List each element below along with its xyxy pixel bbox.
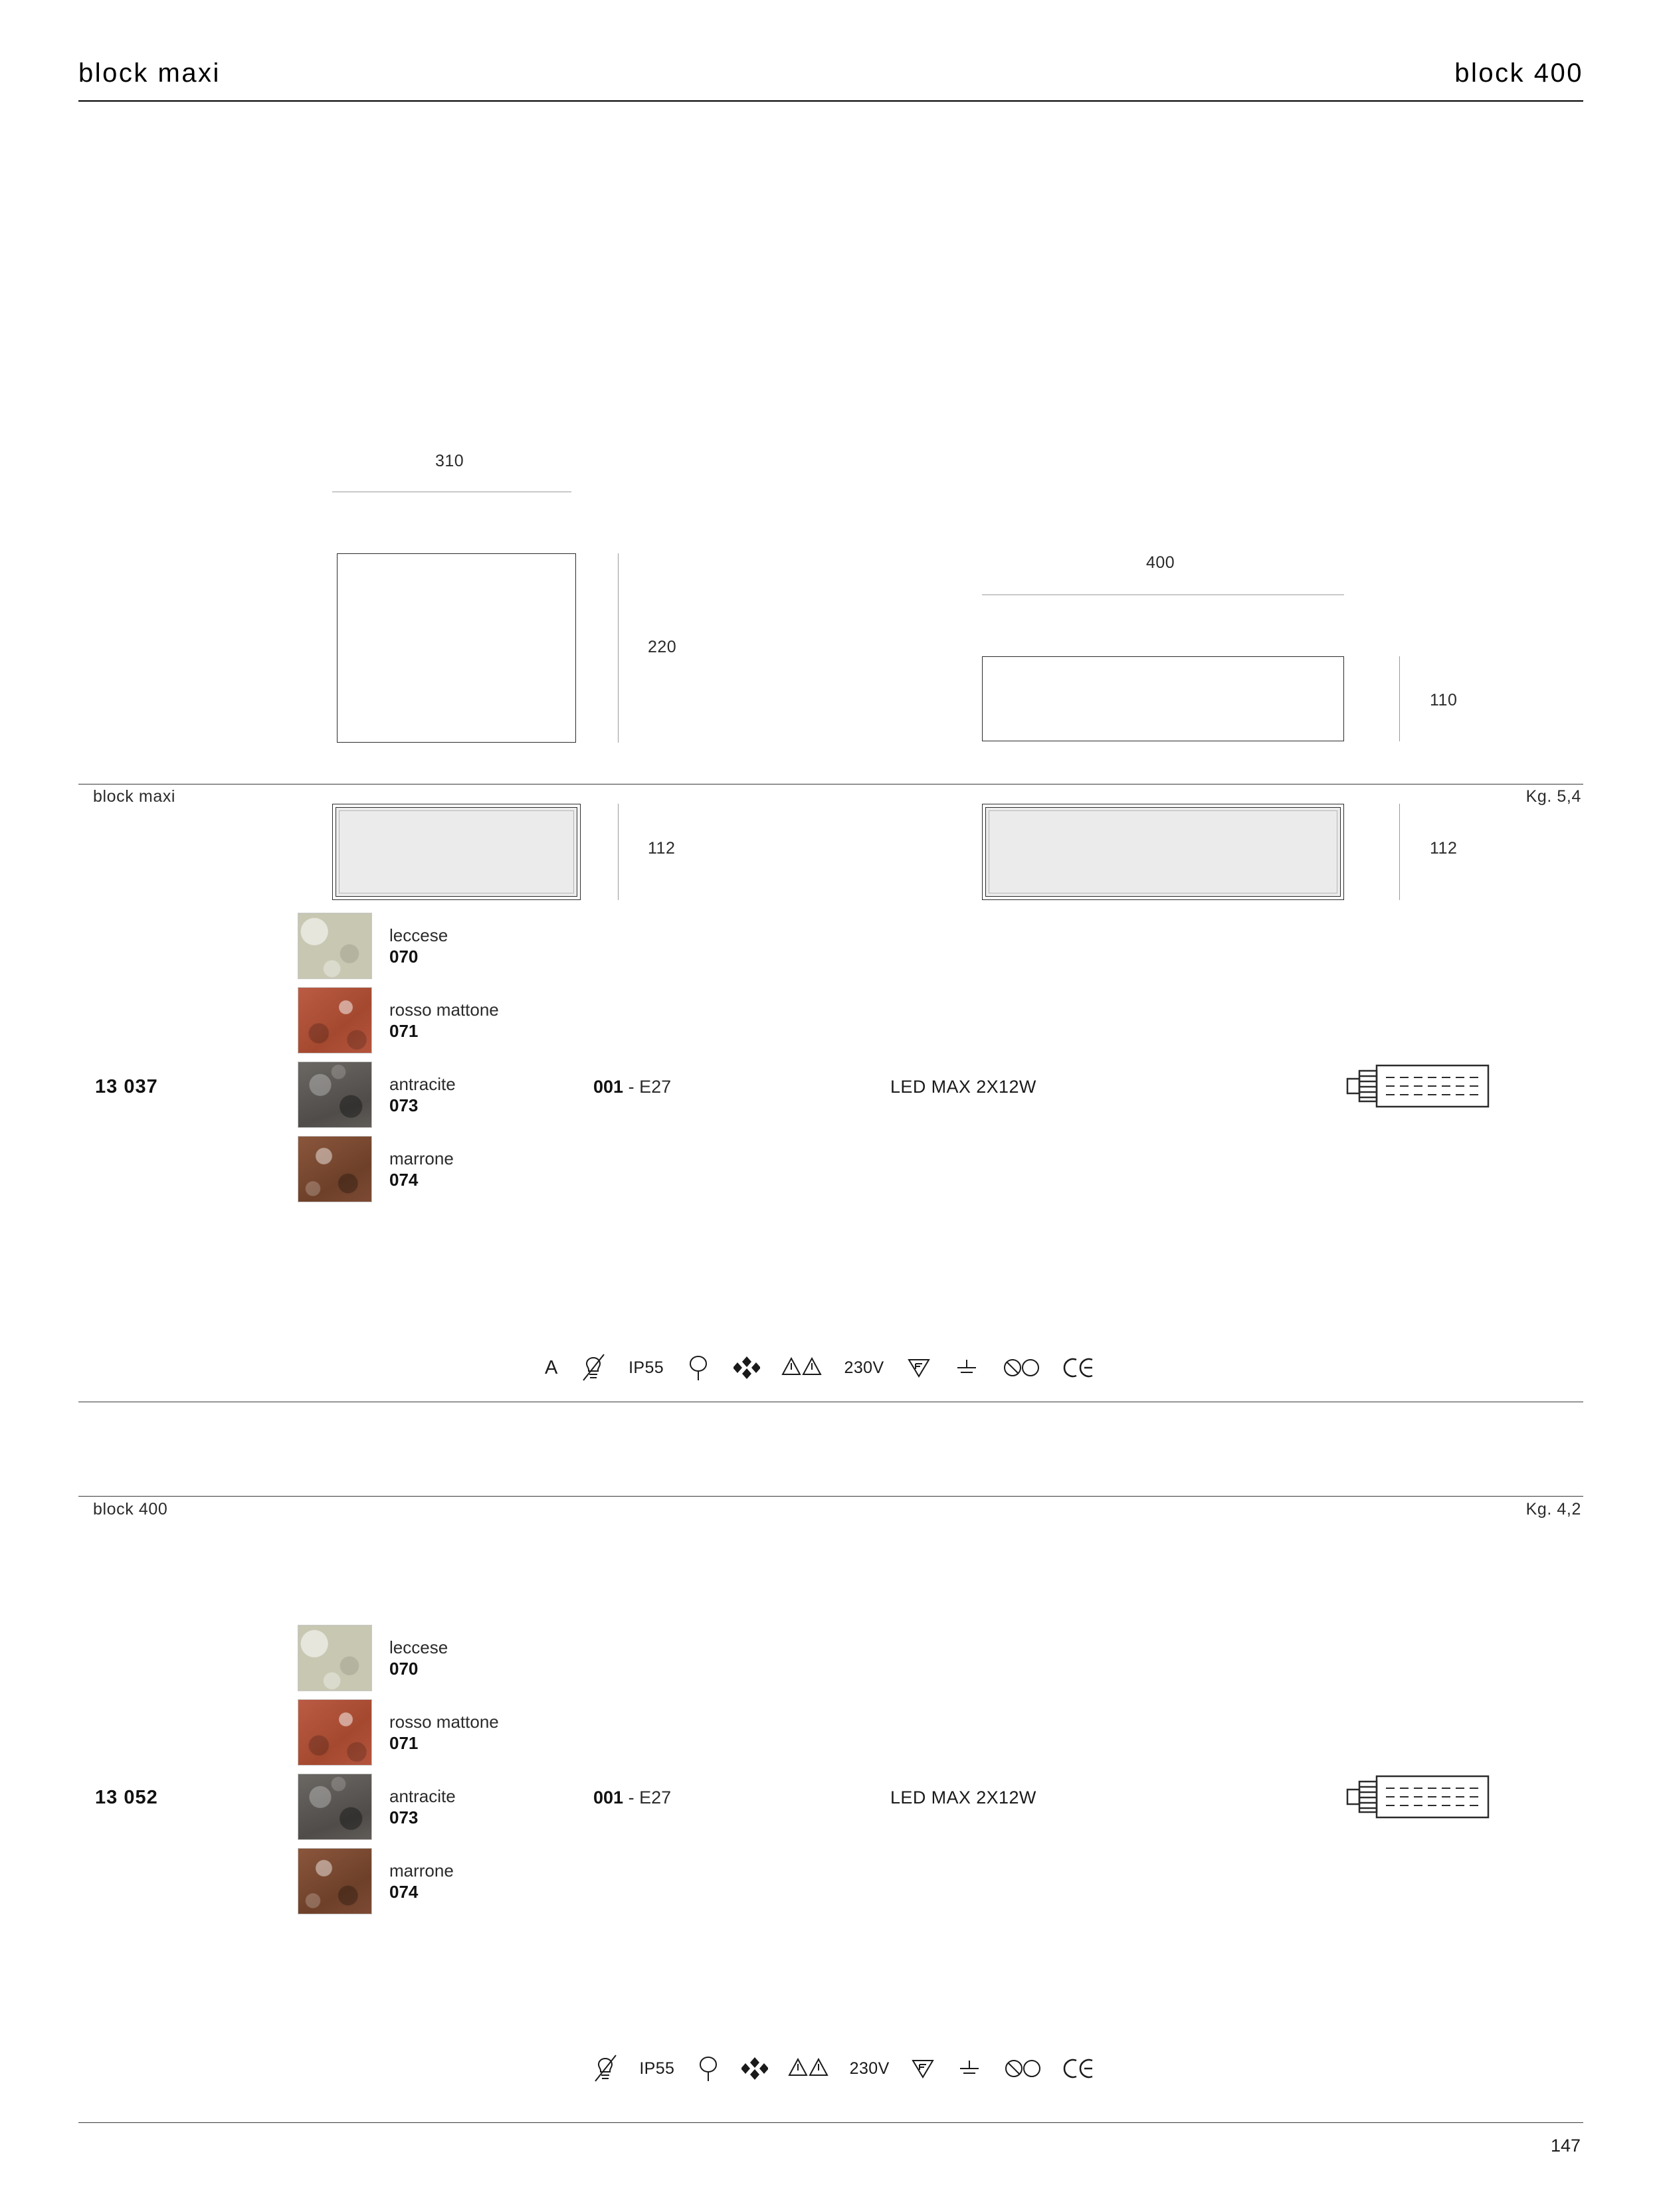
b400-width-label: 400 xyxy=(1146,553,1175,572)
lamp-code-value: 001 xyxy=(593,1788,624,1807)
lamp-reference-1 xyxy=(593,1077,671,1097)
maxi-height-label: 220 xyxy=(648,638,677,656)
finish-item xyxy=(298,1844,499,1918)
finish-swatch xyxy=(298,1625,372,1691)
b400-height-dim-line xyxy=(1399,656,1400,741)
double-warning-icon xyxy=(781,1352,823,1384)
product-code-2: 13 052 xyxy=(95,1787,158,1808)
finish-swatch xyxy=(298,987,372,1054)
finish-item xyxy=(298,909,499,983)
page-header xyxy=(78,58,1583,102)
finish-code: 074 xyxy=(389,1170,419,1190)
finish-name: rosso mattone xyxy=(389,999,499,1020)
bulb-not-included-icon xyxy=(579,1352,607,1384)
finish-item xyxy=(298,1770,499,1844)
product-code-1: 13 037 xyxy=(95,1076,158,1097)
finish-name: leccese xyxy=(389,925,448,945)
finish-swatch xyxy=(298,913,372,979)
section1-name: block maxi xyxy=(93,787,176,806)
ce-mark-icon xyxy=(1062,1352,1096,1384)
class-f-mounting-icon xyxy=(906,1352,932,1384)
finish-swatch xyxy=(298,1136,372,1202)
finish-item xyxy=(298,1058,499,1132)
finish-name: antracite xyxy=(389,1073,456,1094)
b400-front-view xyxy=(982,656,1344,741)
lamp-socket-value: - E27 xyxy=(628,1077,672,1097)
finish-swatch xyxy=(298,1848,372,1914)
lamp-power-2: LED MAX 2X12W xyxy=(890,1788,1036,1807)
lamp-reference-2 xyxy=(593,1788,671,1808)
outdoor-tree-icon xyxy=(685,1352,712,1384)
no-dimming-icon xyxy=(1002,1352,1040,1384)
finish-name: leccese xyxy=(389,1637,448,1657)
finish-name: marrone xyxy=(389,1148,454,1168)
section2-name: block 400 xyxy=(93,1500,168,1519)
outdoor-tree-icon xyxy=(695,2053,722,2084)
finish-code: 073 xyxy=(389,1095,419,1115)
finish-item xyxy=(298,1695,499,1770)
class-f-mounting-icon xyxy=(910,2053,936,2084)
lamp-pictogram-1 xyxy=(1335,1056,1495,1119)
maxi-depth-dim-line xyxy=(618,804,619,900)
section2-weight: Kg. 4,2 xyxy=(1525,1500,1581,1519)
maxi-width-label: 310 xyxy=(435,452,464,470)
finish-name: antracite xyxy=(389,1786,456,1806)
maxi-front-view xyxy=(337,553,576,743)
ce-mark-icon xyxy=(1062,2053,1096,2084)
finish-code: 070 xyxy=(389,947,419,967)
section1-weight: Kg. 5,4 xyxy=(1525,787,1581,806)
header-title-right: block 400 xyxy=(1454,58,1583,88)
finish-swatch xyxy=(298,1699,372,1766)
diffuser-icon xyxy=(741,2053,768,2084)
b400-depth-dim-line xyxy=(1399,804,1400,900)
finish-code: 070 xyxy=(389,1659,419,1679)
icon-strip-1 xyxy=(545,1352,1096,1384)
maxi-height-dim-line xyxy=(618,553,619,743)
section2-rule xyxy=(78,1496,1583,1497)
no-dimming-icon xyxy=(1003,2053,1042,2084)
finish-item xyxy=(298,983,499,1058)
voltage-rating: 230V xyxy=(844,1358,884,1377)
voltage-rating: 230V xyxy=(849,2059,890,2078)
finish-code: 073 xyxy=(389,1807,419,1827)
footer-rule xyxy=(78,2122,1583,2123)
double-warning-icon xyxy=(788,2053,829,2084)
ip-rating: IP55 xyxy=(639,2059,675,2078)
finish-list-1 xyxy=(298,909,499,1206)
earth-ground-icon xyxy=(956,2053,983,2084)
lamp-power-1: LED MAX 2X12W xyxy=(890,1077,1036,1097)
finish-code: 071 xyxy=(389,1733,419,1753)
energy-class-a: A xyxy=(545,1356,558,1378)
finish-swatch xyxy=(298,1774,372,1840)
b400-profile-view xyxy=(982,804,1344,900)
icon-strip-2 xyxy=(591,2053,1096,2084)
finish-item xyxy=(298,1132,499,1206)
lamp-socket-value: - E27 xyxy=(628,1788,672,1807)
lamp-pictogram-2 xyxy=(1335,1767,1495,1830)
page-number: 147 xyxy=(1550,2136,1581,2156)
finish-list-2 xyxy=(298,1621,499,1918)
header-title-left: block maxi xyxy=(78,58,221,88)
finish-name: rosso mattone xyxy=(389,1711,499,1732)
maxi-depth-label: 112 xyxy=(648,839,676,858)
ip-rating: IP55 xyxy=(629,1358,664,1377)
finish-name: marrone xyxy=(389,1860,454,1881)
finish-item xyxy=(298,1621,499,1695)
finish-code: 071 xyxy=(389,1021,419,1041)
finish-code: 074 xyxy=(389,1882,419,1902)
earth-ground-icon xyxy=(953,1352,980,1384)
maxi-profile-view xyxy=(332,804,581,900)
finish-swatch xyxy=(298,1061,372,1128)
bulb-not-included-icon xyxy=(591,2053,619,2084)
lamp-code-value: 001 xyxy=(593,1077,624,1097)
diffuser-icon xyxy=(733,1352,760,1384)
b400-depth-label: 112 xyxy=(1430,839,1458,858)
b400-height-label: 110 xyxy=(1430,691,1458,709)
